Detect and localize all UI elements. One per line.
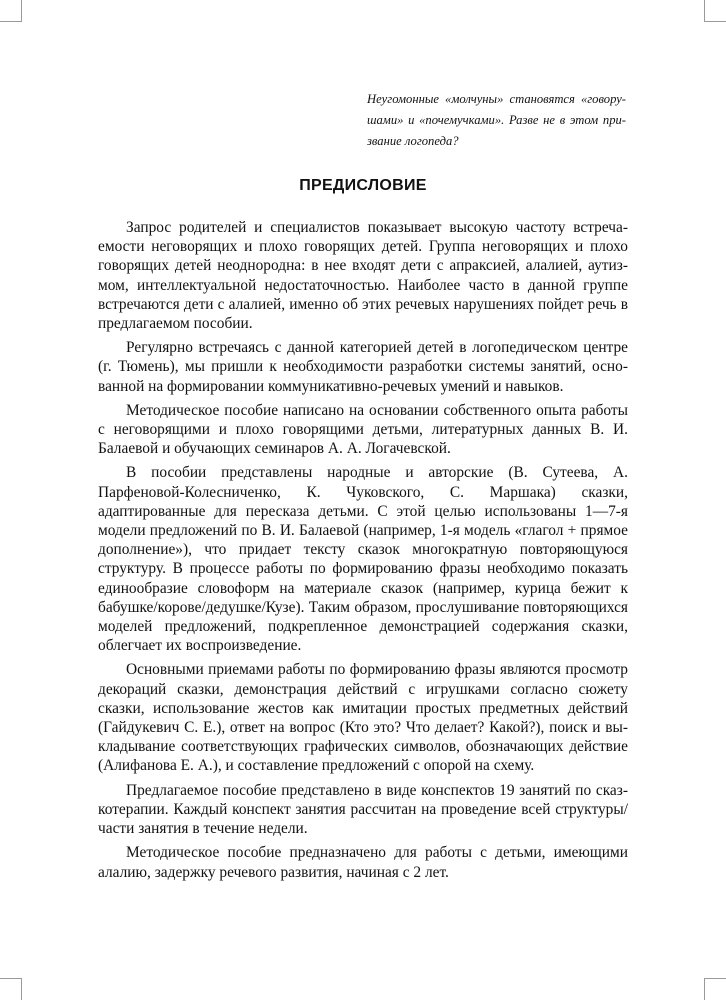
crop-mark-top-left [0,21,22,22]
paragraph: Основными приемами работы по формированию фразы являются просмотр декораций сказки, демонстрация действий с игрушками согласно сюжету сказки, использование жестов как имитации простых предметных действий (Гайдукевич С. Е.), ответ на вопрос (Кто это? Что делает? Какой?), поиск и выкладывание соответствующих графических символов, обозначающих действие (Алифанова Е. А.), и составление предложений с опорой на схему. [98,661,628,775]
body-text [98,218,628,887]
crop-mark-bottom-right-vertical [704,978,705,1000]
section-heading: ПРЕДИСЛОВИЕ [299,177,427,194]
paragraph: Предлагаемое пособие представлено в виде конспектов 19 занятий по сказкотерапии. Каждый конспект занятия рассчитан на проведение всей структуры/части занятия в течение недели. [98,781,628,838]
epigraph: Неугомонные «молчуны» становятся «говорушами» и «почемучками». Разве не в этом призвание логопеда? [367,92,626,148]
paragraph: Методическое пособие написано на основании собственного опыта работы с неговорящими и плохо говорящими детьми, литературных данных В. И. Балаевой и обучающих семинаров А. А. Логачевской. [98,401,628,458]
paragraph: Методическое пособие предназначено для работы с детьми, имеющими алалию, задержку речевого развития, начиная с 2 лет. [98,844,628,881]
crop-mark-bottom-left [0,978,22,979]
paragraph: Регулярно встречаясь с данной категорией детей в логопедическом центре (г. Тюмень), мы пришли к необходимости разработки системы занятий, основанной на формировании коммуникативно-речевых умений и навыков. [98,339,628,395]
crop-mark-bottom-left-vertical [21,978,22,1000]
crop-mark-bottom-right [704,978,726,979]
crop-mark-top-right-vertical [704,0,705,22]
crop-mark-top-left-vertical [21,0,22,22]
paragraph: В пособии представлены народные и авторские (В. Сутеева, А. Парфеновой-Колесниченко, К. Чуковского, С. Маршака) сказки, адаптированные для пересказа детьми. С этой целью использованы 1—7-я модели предложений по В. И. Балаевой (например, 1-я модель «глагол + прямое дополнение»), что придает тексту сказок многократную повторяющуюся структуру. В процессе работы по формированию фразы необходимо показать единообразие словоформ на материале сказок (например, курица бежит к бабушке/корове/дедушке/Кузе). Таким образом, прослушивание повторяющихся моделей предложений, подкрепленное демонстрацией содержания сказки, облегчает их воспроизведение. [98,464,628,655]
paragraph: Запрос родителей и специалистов показывает высокую частоту встречаемости неговорящих и плохо говорящих детей. Группа неговорящих и плохо говорящих детей неоднородна: в нее входят дети с апраксией, алалией, аутизмом, интеллектуальной недостаточностью. Наиболее часто в данной группе встречаются дети с алалией, именно об этих речевых нарушениях пойдет речь в предлагаемом пособии. [98,219,628,333]
crop-mark-top-right [704,21,726,22]
